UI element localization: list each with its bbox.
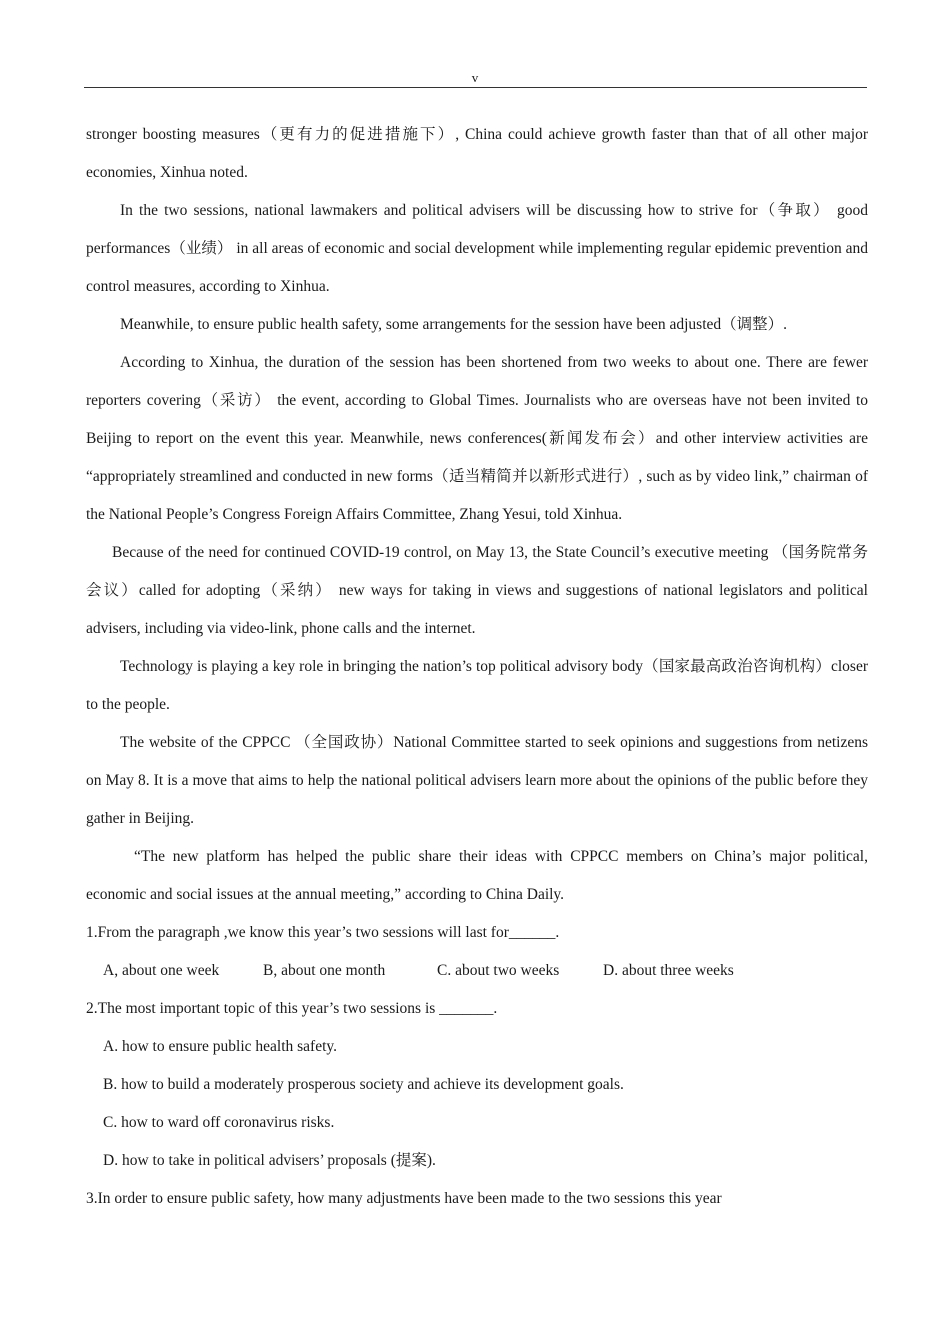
question-stem: 1.From the paragraph ,we know this year’s two sessions will last for______. xyxy=(86,924,560,941)
option-b: B. how to build a moderately prosperous society and achieve its development goals. xyxy=(103,1076,624,1093)
paragraph: Meanwhile, to ensure public health safety, some arrangements for the session have been adjusted（调整）. xyxy=(120,316,788,333)
paragraph: Because of the need for continued COVID-19 control, on May 13, the State Council’s executive meeting （国务院常务会议）called for adopting（采纳） new ways for taking in views and suggestions of national legislators and political advisers, including via video-link, phone calls and the internet. xyxy=(86,544,868,637)
paragraph: Technology is playing a key role in bringing the nation’s top political advisory body（国家最高政治咨询机构）closer to the people. xyxy=(86,658,868,713)
document-body xyxy=(86,116,868,1218)
option-a: A. how to ensure public health safety. xyxy=(103,1038,338,1055)
paragraph: According to Xinhua, the duration of the session has been shortened from two weeks to about one. There are fewer reporters covering（采访） the event, according to Global Times. Journalists who are overseas have not been invited to Beijing to report on the event this year. Meanwhile, news conferences(新闻发布会）and other interview activities are “appropriately streamlined and conducted in new forms（适当精简并以新形式进行）, such as by video link,” chairman of the National People’s Congress Foreign Affairs Committee, Zhang Yesui, told Xinhua. xyxy=(86,354,868,523)
option-d: D. about three weeks xyxy=(603,962,734,979)
paragraph: stronger boosting measures（更有力的促进措施下）, China could achieve growth faster than that of all other major economies, Xinhua noted. xyxy=(86,126,868,181)
option-c: C. about two weeks xyxy=(437,962,560,979)
option-b: B, about one month xyxy=(263,962,386,979)
option-c: C. how to ward off coronavirus risks. xyxy=(103,1114,335,1131)
page-header-mark: v xyxy=(471,70,479,85)
paragraph: The website of the CPPCC （全国政协）National Committee started to seek opinions and suggestions from netizens on May 8. It is a move that aims to help the national political advisers learn more about the opinions of the public before they gather in Beijing. xyxy=(86,734,868,827)
paragraph: “The new platform has helped the public share their ideas with CPPCC members on China’s major political, economic and social issues at the annual meeting,” according to China Daily. xyxy=(86,848,868,903)
option-a: A, about one week xyxy=(103,962,220,979)
option-d: D. how to take in political advisers’ proposals (提案). xyxy=(103,1152,436,1169)
question-stem: 2.The most important topic of this year’s two sessions is _______. xyxy=(86,1000,498,1017)
paragraph: In the two sessions, national lawmakers and political advisers will be discussing how to strive for（争取） good performances（业绩） in all areas of economic and social development while implementing regular epidemic prevention and control measures, according to Xinhua. xyxy=(86,202,868,295)
question-stem: 3.In order to ensure public safety, how many adjustments have been made to the two sessions this year xyxy=(86,1190,722,1207)
header-rule xyxy=(84,87,867,88)
question-options xyxy=(86,952,868,990)
